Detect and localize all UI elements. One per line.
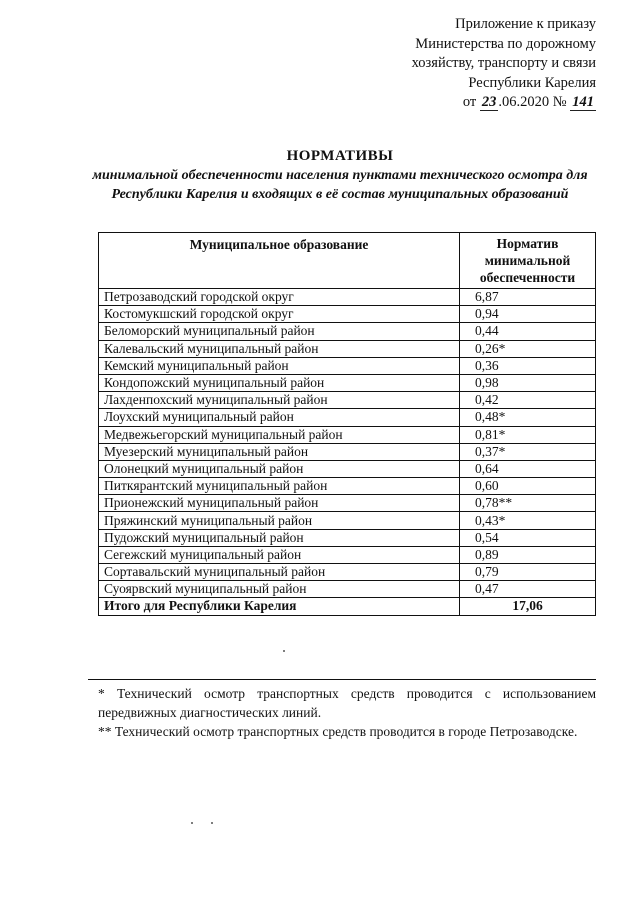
municipality-cell: Прионежский муниципальный район <box>99 495 460 512</box>
municipality-cell: Медвежьегорский муниципальный район <box>99 426 460 443</box>
table-row <box>99 478 596 495</box>
municipality-cell: Петрозаводский городской округ <box>99 289 460 306</box>
norm-value-cell: 0,98 <box>460 374 596 391</box>
municipality-cell: Лоухский муниципальный район <box>99 409 460 426</box>
norm-value-cell: 0,47 <box>460 581 596 598</box>
document-title <box>80 146 600 204</box>
header-line: Министерства по дорожному <box>415 35 596 52</box>
total-value-cell: 17,06 <box>460 598 596 615</box>
date-rest: .06.2020 № <box>498 94 567 110</box>
table-row <box>99 529 596 546</box>
footnotes <box>98 684 596 741</box>
municipality-cell: Сегежский муниципальный район <box>99 546 460 563</box>
norm-value-cell: 0,54 <box>460 529 596 546</box>
scan-speck <box>283 650 285 652</box>
municipality-cell: Костомукшский городской округ <box>99 306 460 323</box>
table-row <box>99 426 596 443</box>
norm-value-cell: 0,78** <box>460 495 596 512</box>
table-row <box>99 306 596 323</box>
norm-value-cell: 0,94 <box>460 306 596 323</box>
header-line: Приложение к приказу <box>455 16 596 32</box>
norm-value-cell: 0,79 <box>460 564 596 581</box>
norm-value-cell: 0,37* <box>460 443 596 460</box>
title-main: НОРМАТИВЫ <box>286 148 394 164</box>
municipality-cell: Муезерский муниципальный район <box>99 443 460 460</box>
municipality-cell: Калевальский муниципальный район <box>99 340 460 357</box>
table-row <box>99 289 596 306</box>
scan-speck <box>191 822 193 824</box>
municipality-cell: Суоярвский муниципальный район <box>99 581 460 598</box>
header-line: хозяйству, транспорту и связи <box>411 55 596 71</box>
order-date-line <box>412 93 596 113</box>
table-row <box>99 581 596 598</box>
municipality-cell: Кемский муниципальный район <box>99 357 460 374</box>
table-row <box>99 323 596 340</box>
municipality-cell: Олонецкий муниципальный район <box>99 460 460 477</box>
municipality-cell: Лахденпохский муниципальный район <box>99 392 460 409</box>
norms-table <box>98 232 596 616</box>
table-row <box>99 374 596 391</box>
table-row <box>99 546 596 563</box>
attachment-header <box>412 15 596 113</box>
table-row <box>99 443 596 460</box>
header-line: Республики Карелия <box>468 74 596 91</box>
table-row <box>99 512 596 529</box>
norm-value-cell: 0,89 <box>460 546 596 563</box>
norm-value-cell: 0,81* <box>460 426 596 443</box>
total-row <box>99 598 596 615</box>
municipality-cell: Беломорский муниципальный район <box>99 323 460 340</box>
footnote-1: * Технический осмотр транспортных средств проводится с использованием передвижных диагностических линий. <box>98 686 596 720</box>
municipality-cell: Питкярантский муниципальный район <box>99 478 460 495</box>
norm-value-cell: 0,44 <box>460 323 596 340</box>
norm-value-cell: 0,26* <box>460 340 596 357</box>
date-prefix: от <box>462 94 477 110</box>
municipality-cell: Пудожский муниципальный район <box>99 529 460 546</box>
table-row <box>99 357 596 374</box>
norm-value-cell: 6,87 <box>460 289 596 306</box>
norm-value-cell: 0,36 <box>460 357 596 374</box>
table-row <box>99 460 596 477</box>
handwritten-order-number: 141 <box>572 94 594 110</box>
handwritten-day: 23 <box>481 94 497 110</box>
scan-speck <box>211 822 213 824</box>
table-body <box>99 289 596 616</box>
column-header-municipality: Муниципальное образование <box>99 233 460 289</box>
table-row <box>99 495 596 512</box>
table-row <box>99 340 596 357</box>
municipality-cell: Кондопожский муниципальный район <box>99 374 460 391</box>
norm-value-cell: 0,43* <box>460 512 596 529</box>
total-label-cell: Итого для Республики Карелия <box>99 598 460 615</box>
title-subtitle: минимальной обеспеченности населения пунктами технического осмотра для Республики Карелия и входящих в её состав муниципальных образований <box>92 168 588 202</box>
table-row <box>99 392 596 409</box>
footnote-2: ** Технический осмотр транспортных средств проводится в городе Петрозаводске. <box>98 724 578 739</box>
norm-value-cell: 0,60 <box>460 478 596 495</box>
municipality-cell: Сортавальский муниципальный район <box>99 564 460 581</box>
norm-value-cell: 0,42 <box>460 392 596 409</box>
column-header-norm: Норматив минимальной обеспеченности <box>460 233 596 289</box>
table-row <box>99 409 596 426</box>
table-row <box>99 564 596 581</box>
table-header-row <box>99 233 596 289</box>
footnote-divider <box>88 679 596 680</box>
norm-value-cell: 0,48* <box>460 409 596 426</box>
norm-value-cell: 0,64 <box>460 460 596 477</box>
municipality-cell: Пряжинский муниципальный район <box>99 512 460 529</box>
